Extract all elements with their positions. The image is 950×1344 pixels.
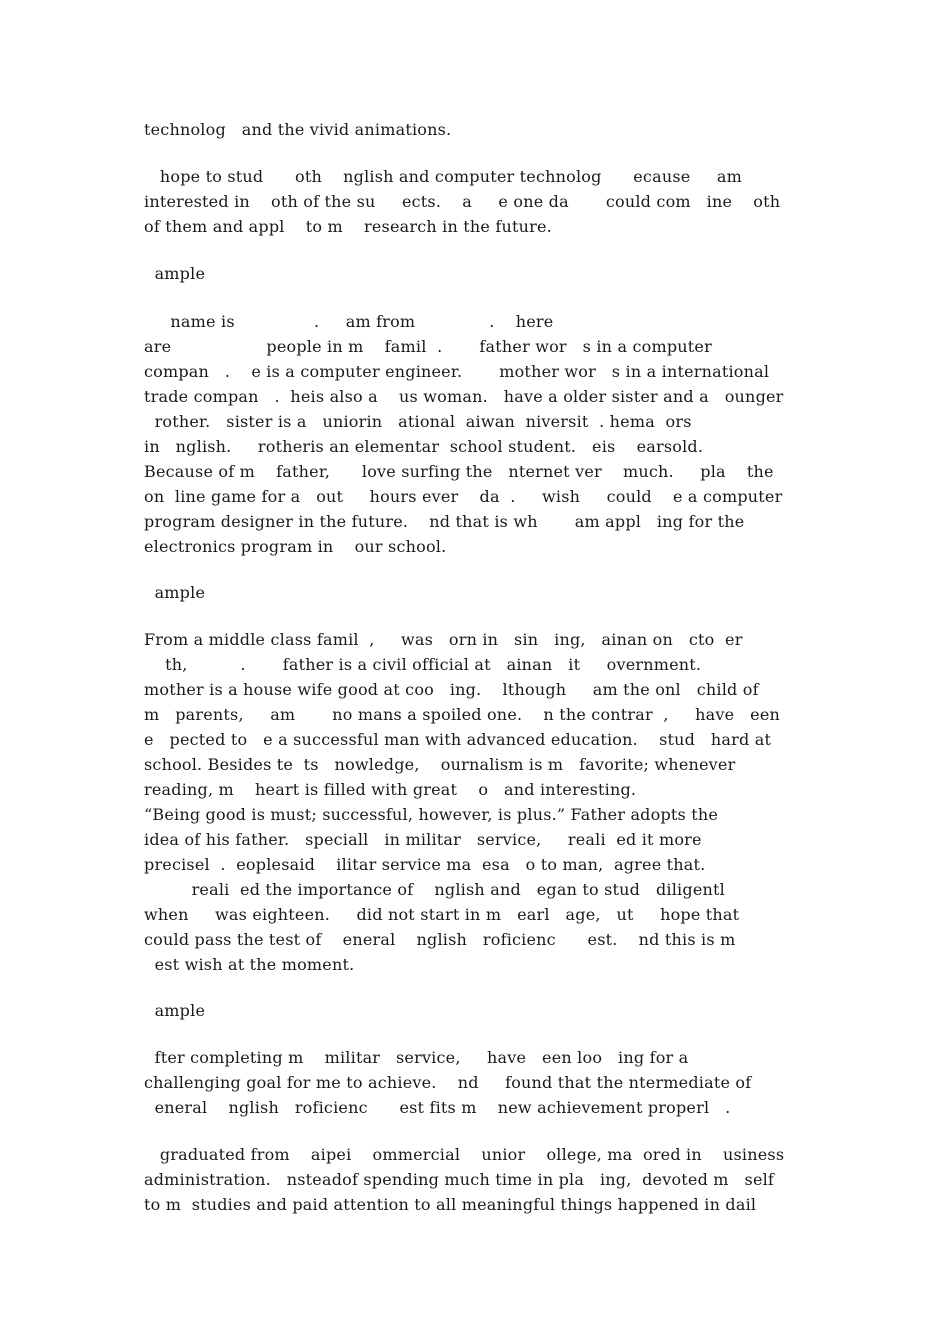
text-line: are people in m famil . father wor s in a computer [144, 337, 712, 356]
text-line: th, . father is a civil official at ainan it overnment. [144, 655, 702, 674]
text-line: school. Besides te ts nowledge, ournalism is m favorite; whenever [144, 755, 736, 774]
text-line: to m studies and paid attention to all meaningful things happened in dail [144, 1195, 757, 1214]
text-line: of them and appl to m research in the future. [144, 217, 552, 236]
text-line: compan . e is a computer engineer. mother wor s in a international [144, 362, 770, 381]
text-line: technolog and the vivid animations. [144, 120, 452, 139]
text-line: hope to stud oth nglish and computer technolog ecause am [144, 167, 742, 186]
text-line: fter completing m militar service, have een loo ing for a [144, 1048, 689, 1067]
text-line: name is . am from . here [144, 312, 554, 331]
text-line: eneral nglish roficienc est fits m new achievement properl . [144, 1098, 731, 1117]
text-line: mother is a house wife good at coo ing. lthough am the onl child of [144, 680, 759, 699]
text-line: challenging goal for me to achieve. nd found that the ntermediate of [144, 1073, 752, 1092]
text-line: interested in oth of the su ects. a e one da could com ine oth [144, 192, 781, 211]
section-heading: ample [144, 1001, 206, 1020]
text-line: Because of m father, love surfing the nternet ver much. pla the [144, 462, 774, 481]
text-line: reading, m heart is filled with great o and interesting. [144, 780, 637, 799]
text-line: on line game for a out hours ever da . wish could e a computer [144, 487, 783, 506]
text-line: reali ed the importance of nglish and egan to stud diligentl [144, 880, 725, 899]
text-line: m parents, am no mans a spoiled one. n the contrar , have een [144, 705, 780, 724]
text-line: trade compan . heis also a us woman. have a older sister and a ounger [144, 387, 784, 406]
text-line: precisel . eoplesaid ilitar service ma esa o to man, agree that. [144, 855, 706, 874]
text-line: when was eighteen. did not start in m earl age, ut hope that [144, 905, 740, 924]
text-line: administration. nsteadof spending much time in pla ing, devoted m self [144, 1170, 775, 1189]
text-line: e pected to e a successful man with advanced education. stud hard at [144, 730, 772, 749]
text-line: could pass the test of eneral nglish roficienc est. nd this is m [144, 930, 736, 949]
text-line: rother. sister is a uniorin ational aiwan niversit . hema ors [144, 412, 692, 431]
text-line: in nglish. rotheris an elementar school student. eis earsold. [144, 437, 704, 456]
text-line: program designer in the future. nd that is wh am appl ing for the [144, 512, 745, 531]
text-line: graduated from aipei ommercial unior ollege, ma ored in usiness [144, 1145, 785, 1164]
text-line: est wish at the moment. [144, 955, 355, 974]
section-heading: ample [144, 583, 206, 602]
section-heading: ample [144, 264, 206, 283]
text-line: “Being good is must; successful, however, is plus.” Father adopts the [144, 805, 719, 824]
text-line: electronics program in our school. [144, 537, 447, 556]
text-line: From a middle class famil , was orn in sin ing, ainan on cto er [144, 630, 743, 649]
text-line: idea of his father. speciall in militar service, reali ed it more [144, 830, 702, 849]
